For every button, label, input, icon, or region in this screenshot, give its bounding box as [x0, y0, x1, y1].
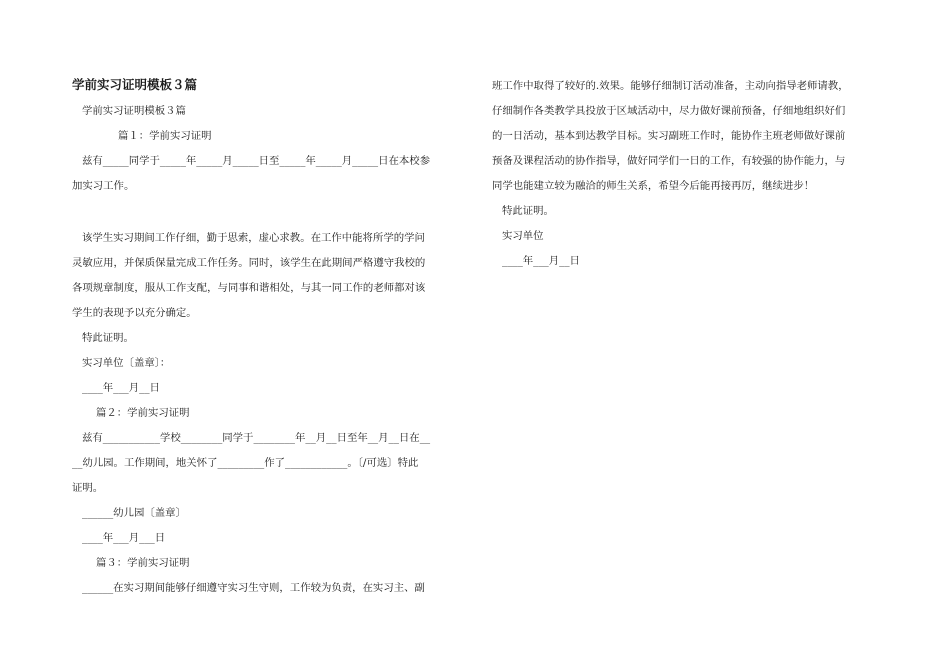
section-3-date: ____年___月__日: [502, 255, 580, 267]
section-2-line: __幼儿园。工作期间，地关怀了_________作了____________。〔/可选〕特此: [72, 457, 419, 469]
document-title: 学前实习证明模板３篇: [72, 77, 198, 92]
section-3-body-line: 同学也能建立较为融洽的师生关系，希望今后能再接再厉，继续进步！: [492, 180, 815, 192]
subtitle: 学前实习证明模板３篇: [82, 105, 186, 117]
section-2-date: ____年___月___日: [82, 532, 166, 544]
section-1-body-line: 灵敏应用，并保质保量完成工作任务。同时，该学生在此期间严格遵守我校的: [72, 257, 426, 269]
section-3-certify: 特此证明。: [502, 205, 554, 217]
section-1-body-line: 各项规章制度，服从工作支配，与同事和谐相处，与其一同工作的老师都对该: [72, 282, 426, 294]
section-2-heading: 篇２：学前实习证明: [96, 407, 190, 419]
section-3-heading: 篇３：学前实习证明: [96, 557, 190, 569]
section-1-body-line: 学生的表现予以充分确定。: [72, 307, 197, 319]
section-3-body-line: 的一日活动，基本到达教学目标。实习副班工作时，能协作主班老师做好课前: [492, 130, 846, 142]
section-1-line: 加实习工作。: [72, 180, 135, 192]
section-2-line: 兹有___________学校________同学于________年__月__日至年__月__日在__: [82, 432, 431, 444]
section-3-unit: 实习单位: [502, 230, 544, 242]
section-1-line: 兹有_____同学于_____年_____月_____日至_____年_____月_____日在本校参: [82, 155, 431, 167]
section-2-line: 证明。: [72, 482, 104, 494]
section-1-unit: 实习单位〔盖章〕：: [82, 357, 171, 369]
section-3-body-line: 预备及课程活动的协作指导，做好同学们一日的工作，有较强的协作能力，与: [492, 155, 846, 167]
section-3-body-line: 仔细制作各类教学具投放于区域活动中，尽力做好课前预备，仔细地组织好们: [492, 105, 846, 117]
section-1-certify: 特此证明。: [82, 332, 134, 344]
section-1-date: ____年___月__日: [82, 382, 160, 394]
section-2-unit: ______幼儿园〔盖章〕: [82, 507, 186, 519]
section-1-body-line: 该学生实习期间工作仔细，勤于思索，虚心求教。在工作中能将所学的学问: [82, 232, 425, 244]
section-3-body-line: 班工作中取得了较好的.效果。能够仔细制订活动准备，主动向指导老师请教，: [492, 80, 849, 92]
section-1-heading: 篇１：学前实习证明: [118, 130, 212, 142]
section-3-line: ______在实习期间能够仔细遵守实习生守则，工作较为负责，在实习主、副: [82, 582, 425, 594]
